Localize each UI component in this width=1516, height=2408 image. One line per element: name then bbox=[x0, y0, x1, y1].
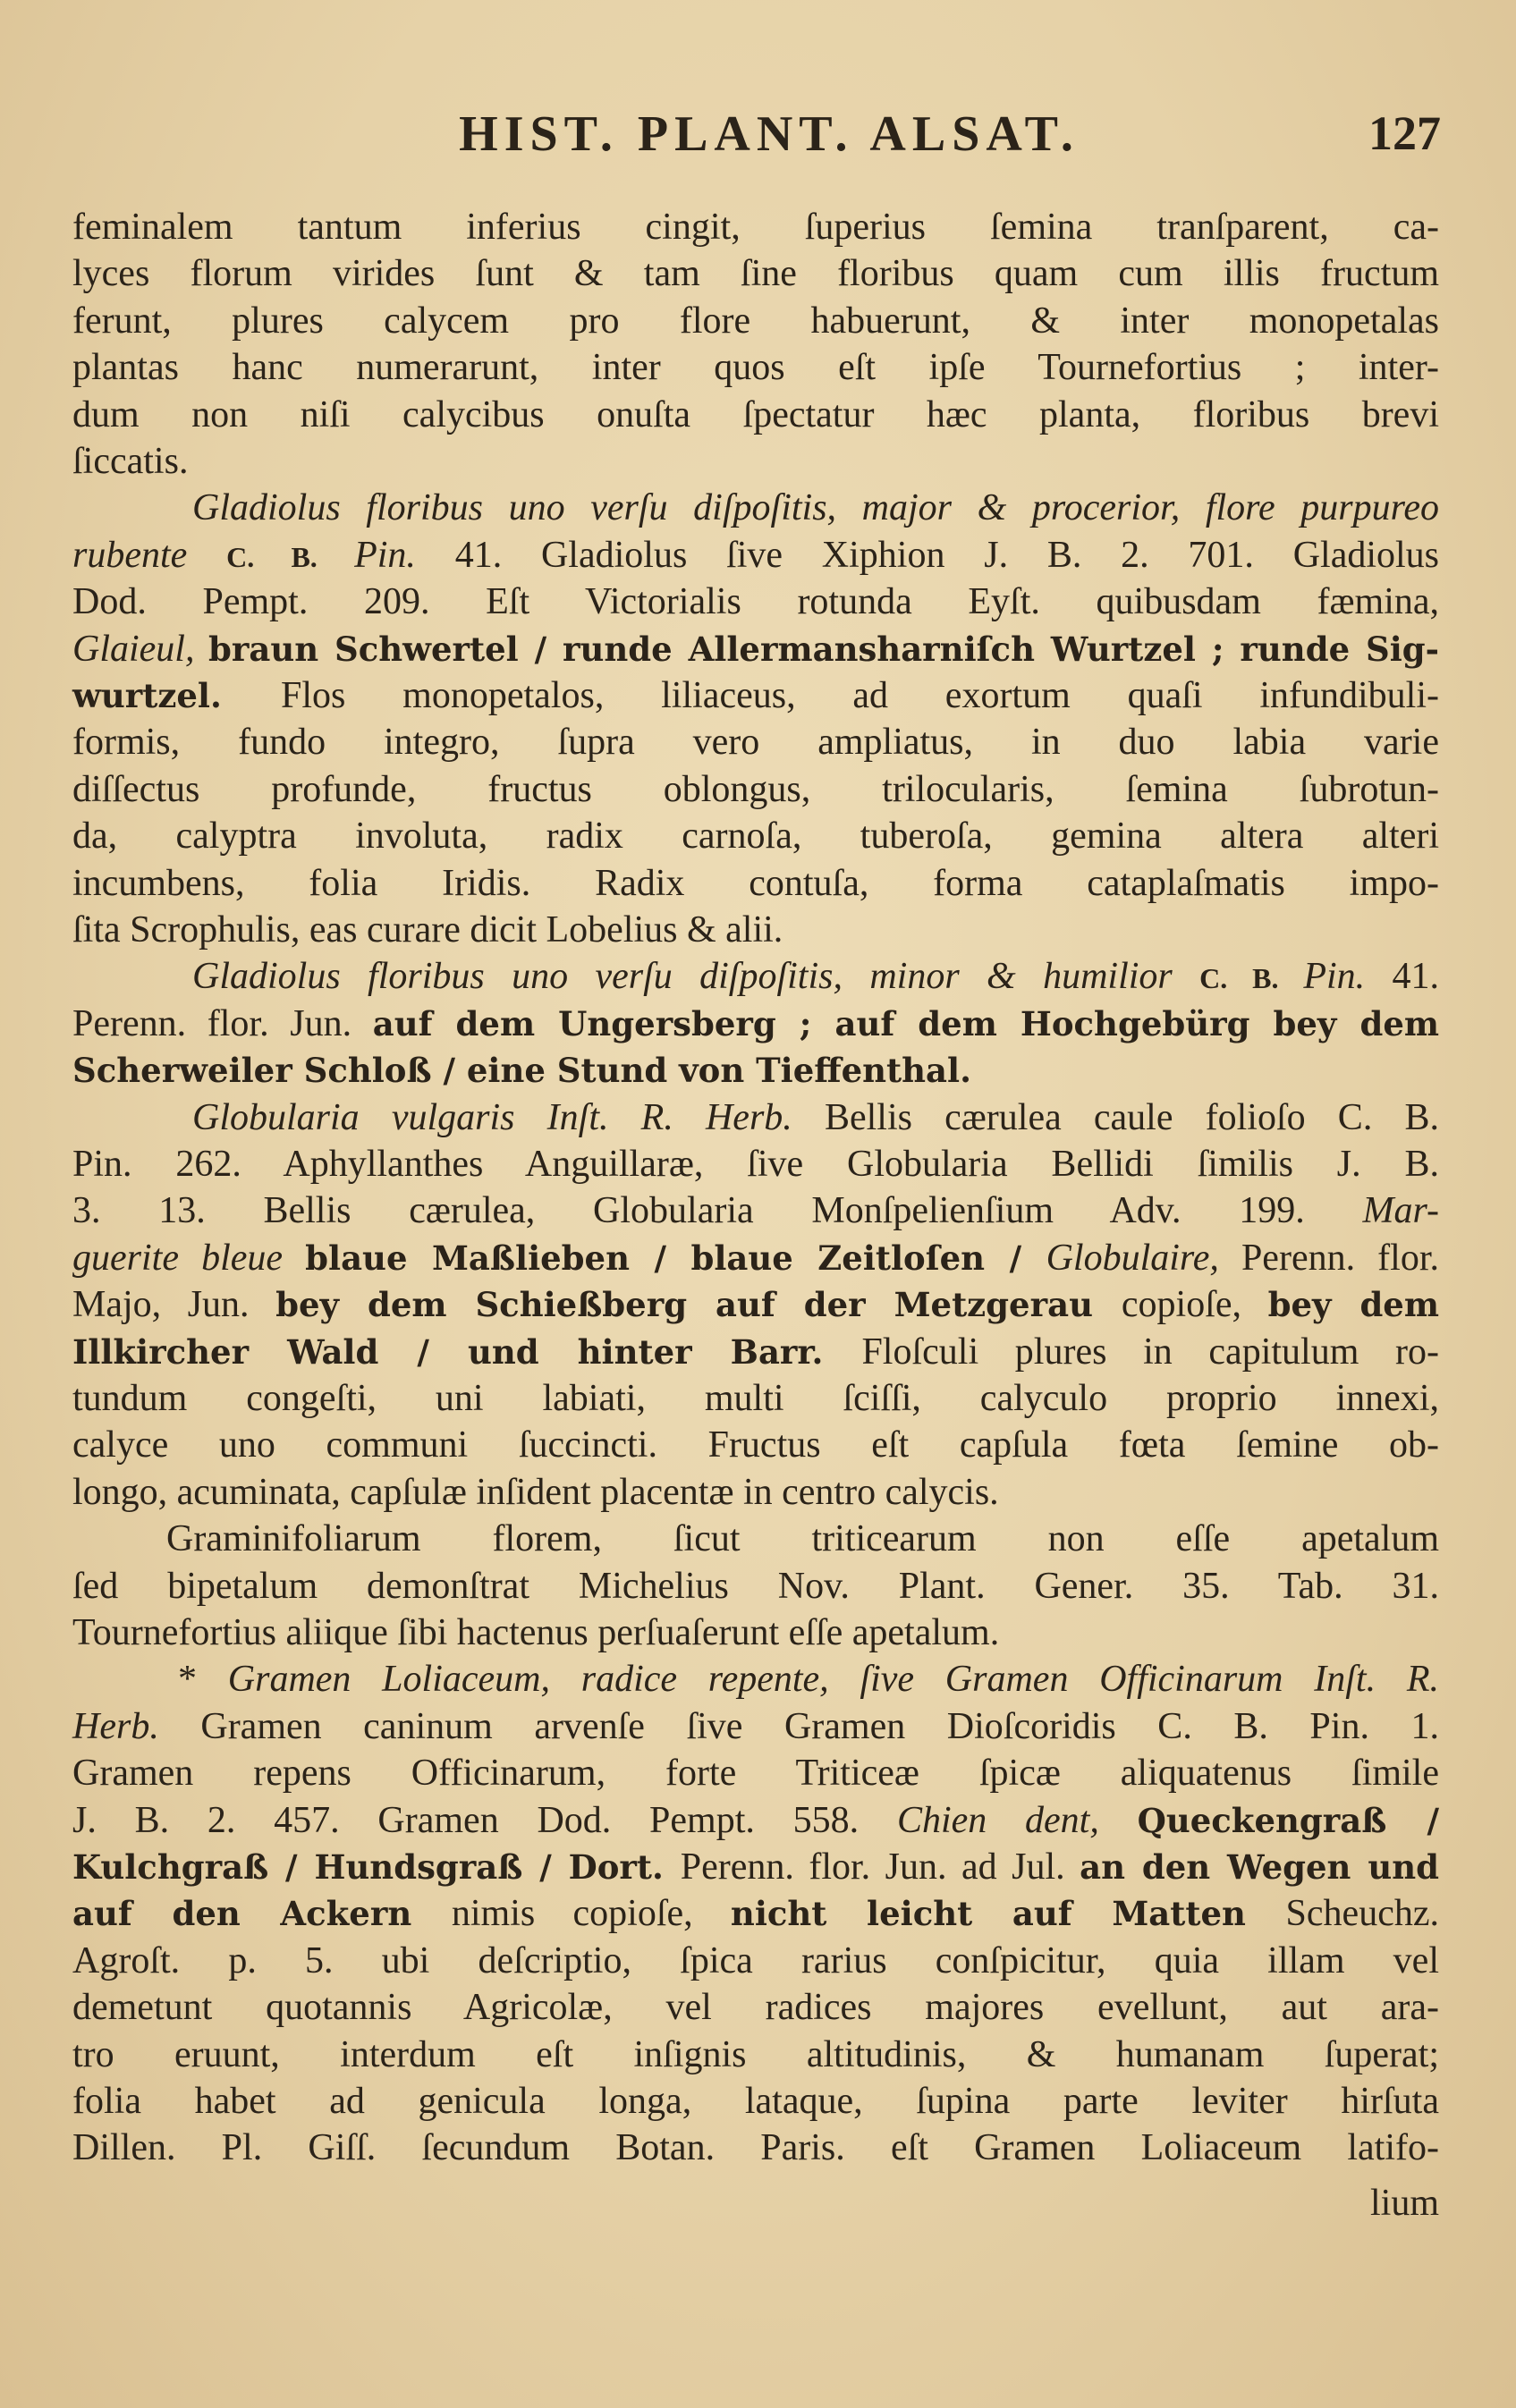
text-line bbox=[72, 2125, 1439, 2171]
text-line bbox=[72, 2078, 1439, 2125]
text-line bbox=[72, 1610, 1439, 1656]
text-line bbox=[72, 1281, 1439, 1328]
text-segment: diſſectus profunde, fructus oblongus, trilocularis, ſemina ſubrotun- bbox=[72, 768, 1439, 810]
text-line bbox=[72, 1375, 1439, 1422]
text-segment: Perenn. flor. Jun. ad Jul. bbox=[680, 1846, 1080, 1888]
italic-text: Gramen Loliaceum, radice repente, ſive Gramen Officinarum Inſt. R. bbox=[227, 1659, 1440, 1701]
text-line bbox=[72, 1890, 1439, 1937]
text-line bbox=[72, 532, 1439, 579]
italic-text: Gladiolus floribus uno verſu diſpoſitis, minor & humilior bbox=[192, 956, 1200, 998]
italic-text: Mar- bbox=[1362, 1190, 1439, 1232]
text-line bbox=[72, 907, 1439, 953]
italic-text: Gladiolus floribus uno verſu diſpoſitis, major & procerior, flore purpureo bbox=[192, 487, 1439, 529]
text-segment: Floſculi plures in capitulum ro- bbox=[861, 1331, 1440, 1373]
text-segment: copioſe, bbox=[1121, 1284, 1268, 1326]
blackletter-text: an den Wegen und bbox=[1080, 1847, 1439, 1887]
text-line bbox=[72, 392, 1439, 438]
text-segment: Dod. Pempt. 209. Eſt Victorialis rotunda Eyſt. quibusdam fæmina, bbox=[72, 581, 1439, 623]
text-line bbox=[72, 1094, 1439, 1141]
text-line bbox=[72, 1047, 1439, 1094]
text-segment: feminalem tantum inferius cingit, ſuperius ſemina tranſparent, ca- bbox=[72, 207, 1439, 248]
text-line bbox=[72, 813, 1439, 859]
text-segment: Perenn. flor. Jun. bbox=[72, 1002, 373, 1044]
text-line bbox=[72, 1750, 1439, 1796]
text-segment: ſed bipetalum demonſtrat Michelius Nov. Plant. Gener. 35. Tab. 31. bbox=[72, 1565, 1439, 1607]
text-segment: 41. Gladiolus ſive Xiphion J. B. 2. 701. Gladiolus bbox=[454, 534, 1440, 576]
text-segment: tro eruunt, interdum eſt inſignis altitudinis, & humanam ſuperat; bbox=[72, 2033, 1439, 2075]
text-line bbox=[72, 719, 1439, 765]
italic-text: Pin. bbox=[354, 534, 455, 576]
text-segment: ſita Scrophulis, eas curare dicit Lobelius & alii. bbox=[72, 909, 783, 951]
text-segment: Majo, Jun. bbox=[72, 1284, 276, 1326]
text-line bbox=[72, 1984, 1439, 2031]
text-line bbox=[72, 626, 1439, 672]
text-segment: Perenn. flor. bbox=[1241, 1237, 1440, 1279]
text-segment: Bellis cærulea caule folioſo C. B. bbox=[824, 1096, 1439, 1138]
blackletter-text: Queckengraß / bbox=[1137, 1800, 1439, 1840]
text-segment: Graminifoliarum florem, ſicut triticearum non eſſe apetalum bbox=[166, 1518, 1439, 1560]
italic-text: Chien dent, bbox=[896, 1799, 1138, 1841]
blackletter-text: wurtzel. bbox=[72, 676, 282, 715]
italic-text: Globulaire, bbox=[1046, 1237, 1241, 1279]
text-line bbox=[72, 860, 1439, 907]
text-segment: C. B. bbox=[226, 540, 355, 573]
text-segment: 41. bbox=[1392, 956, 1440, 998]
text-line bbox=[72, 1141, 1439, 1187]
text-segment: dum non niſi calycibus onuſta ſpectatur hæc planta, floribus brevi bbox=[72, 393, 1439, 435]
text-segment: incumbens, folia Iridis. Radix contuſa, forma cataplaſmatis impo- bbox=[72, 862, 1439, 904]
text-segment: Pin. 262. Aphyllanthes Anguillaræ, ſive Globularia Bellidi ſimilis J. B. bbox=[72, 1144, 1439, 1185]
text-line bbox=[72, 1516, 1439, 1562]
text-segment: 3. 13. Bellis cærulea, Globularia Monſpelienſium Adv. 199. bbox=[72, 1190, 1363, 1232]
text-line bbox=[72, 2032, 1439, 2078]
text-segment: ferunt, plures calycem pro flore habuerunt, & inter monopetalas bbox=[72, 300, 1439, 342]
text-segment: folia habet ad genicula longa, lataque, ſupina parte leviter hirſuta bbox=[72, 2081, 1439, 2122]
blackletter-text: bey dem bbox=[1267, 1285, 1440, 1325]
text-line bbox=[72, 953, 1439, 1000]
blackletter-text: nicht leicht auf Matten bbox=[730, 1894, 1286, 1934]
text-segment: ſiccatis. bbox=[72, 441, 189, 482]
text-segment: Flos monopetalos, liliaceus, ad exortum quaſi infundibuli- bbox=[281, 675, 1439, 716]
text-line bbox=[72, 250, 1439, 297]
italic-text: Glaieul, bbox=[72, 628, 208, 670]
blackletter-text: Scherweiler Schloß / eine Stund von Tieffenthal. bbox=[72, 1051, 971, 1091]
text-line bbox=[72, 1187, 1439, 1234]
text-segment: J. B. 2. 457. Gramen Dod. Pempt. 558. bbox=[72, 1799, 897, 1841]
running-header: HIST. PLANT. ALSAT. bbox=[459, 106, 1080, 162]
text-line bbox=[72, 1422, 1439, 1468]
italic-text: guerite bleue bbox=[72, 1237, 306, 1279]
text-segment: lyces florum virides ſunt & tam ſine floribus quam cum illis fructum bbox=[72, 253, 1439, 295]
text-line bbox=[72, 298, 1439, 344]
text-line bbox=[72, 1001, 1439, 1047]
italic-text: Pin. bbox=[1303, 956, 1393, 998]
italic-text: Herb. bbox=[72, 1705, 201, 1747]
catchword: lium bbox=[1369, 2183, 1439, 2224]
text-line bbox=[72, 485, 1439, 531]
text-segment: Dillen. Pl. Giſſ. ſecundum Botan. Paris. eſt Gramen Loliaceum latifo- bbox=[72, 2127, 1439, 2169]
text-segment: * bbox=[178, 1659, 228, 1701]
blackletter-text: blaue Maßlieben / blaue Zeitloſen / bbox=[305, 1238, 1046, 1278]
text-line bbox=[72, 1469, 1439, 1516]
blackletter-text: Kulchgraß / Hundsgraß / Dort. bbox=[72, 1847, 681, 1887]
page-number: 127 bbox=[1368, 106, 1441, 160]
text-segment: Gramen repens Officinarum, forte Triticeæ ſpicæ aliquatenus ſimile bbox=[72, 1753, 1439, 1795]
text-segment: calyce uno communi ſuccincti. Fructus eſt capſula fœta ſemine ob- bbox=[72, 1424, 1439, 1466]
text-segment: longo, acuminata, capſulæ inſident placentæ in centro calycis. bbox=[72, 1471, 999, 1513]
text-segment: nimis copioſe, bbox=[451, 1893, 731, 1935]
text-segment: Gramen caninum arvenſe ſive Gramen Dioſcoridis C. B. Pin. 1. bbox=[200, 1705, 1439, 1747]
text-line bbox=[72, 1844, 1439, 1890]
text-line bbox=[72, 672, 1439, 719]
blackletter-text: bey dem Schießberg auf der Metzgerau bbox=[275, 1285, 1122, 1325]
text-line bbox=[72, 1656, 1439, 1702]
text-line bbox=[72, 1703, 1439, 1750]
text-segment: Tournefortius aliique ſibi hactenus perſuaſerunt eſſe apetalum. bbox=[72, 1612, 1000, 1653]
text-line bbox=[72, 1329, 1439, 1375]
text-line bbox=[72, 1938, 1439, 1984]
text-segment: Agroſt. p. 5. ubi deſcriptio, ſpica rarius conſpicitur, quia illam vel bbox=[72, 1939, 1439, 1981]
text-line bbox=[72, 766, 1439, 813]
text-line bbox=[72, 344, 1439, 391]
blackletter-text: auf dem Ungersberg ; auf dem Hochgebürg bey dem bbox=[372, 1003, 1440, 1043]
blackletter-text: auf den Ackern bbox=[72, 1894, 452, 1934]
text-segment: C. B. bbox=[1199, 962, 1304, 995]
blackletter-text: Illkircher Wald / und hinter Barr. bbox=[72, 1331, 862, 1372]
text-segment: da, calyptra involuta, radix carnoſa, tuberoſa, gemina altera alteri bbox=[72, 815, 1439, 858]
text-segment: Scheuchz. bbox=[1285, 1893, 1439, 1935]
italic-text: rubente bbox=[72, 534, 227, 576]
text-line bbox=[72, 1797, 1439, 1844]
text-line bbox=[72, 1563, 1439, 1610]
blackletter-text: braun Schwertel / runde Allermansharniſch Wurtzel ; runde Sig- bbox=[207, 629, 1439, 669]
text-segment: demetunt quotannis Agricolæ, vel radices majores evellunt, aut ara- bbox=[72, 1987, 1439, 2029]
italic-text: Globularia vulgaris Inſt. R. Herb. bbox=[192, 1096, 825, 1138]
text-line bbox=[72, 1235, 1439, 1281]
text-segment: formis, fundo integro, ſupra vero ampliatus, in duo labia varie bbox=[72, 722, 1439, 764]
text-segment: tundum congeſti, uni labiati, multi ſciſſi, calyculo proprio innexi, bbox=[72, 1378, 1439, 1419]
text-line bbox=[72, 438, 1439, 485]
text-line bbox=[72, 204, 1439, 250]
text-segment: plantas hanc numerarunt, inter quos eſt ipſe Tournefortius ; inter- bbox=[72, 347, 1439, 389]
text-line bbox=[72, 579, 1439, 625]
